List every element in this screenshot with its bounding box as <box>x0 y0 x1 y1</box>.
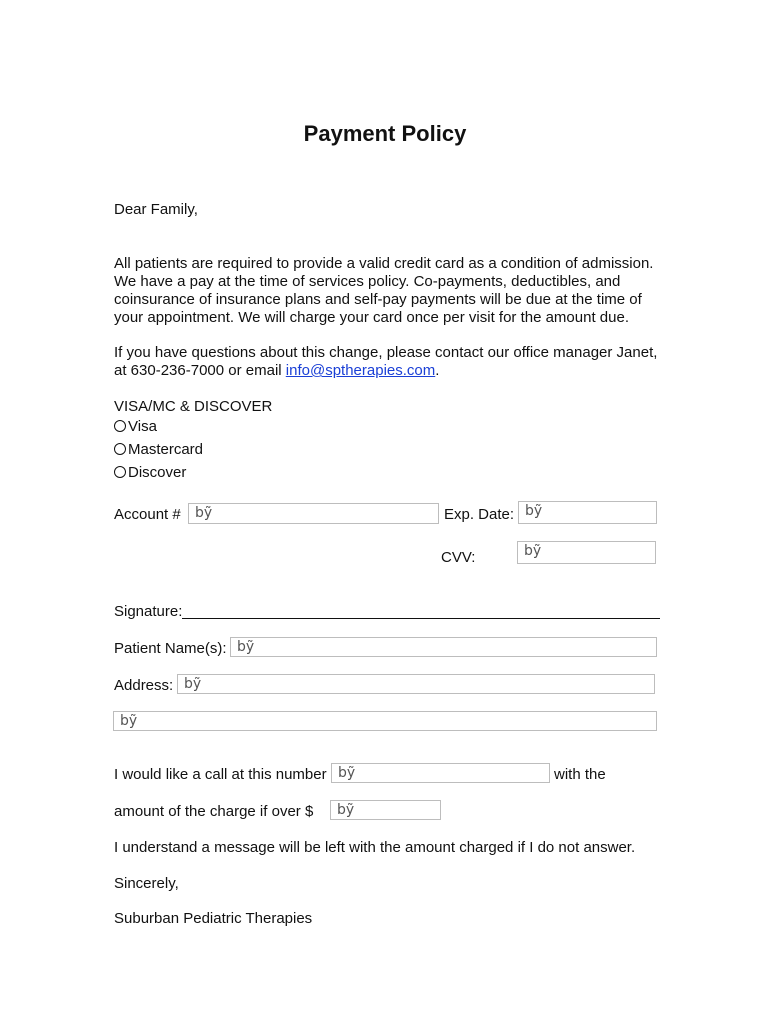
address-line2-field[interactable]: bỹ <box>113 711 657 731</box>
policy-paragraph: All patients are required to provide a valid credit card as a condition of admission. We have a pay at the time of services policy. Co-payments, deductibles, and coinsurance of insurance plans and self-pay payments will be due at the time of your appointment. We will charge your card once per visit for the amount due. <box>114 255 654 326</box>
signature-line[interactable] <box>182 618 660 619</box>
cards-heading: VISA/MC & DISCOVER <box>114 398 273 415</box>
exp-date-field[interactable]: bỹ <box>518 501 657 524</box>
radio-label: Mastercard <box>128 440 204 458</box>
sincerely: Sincerely, <box>114 875 179 892</box>
contact-text: If you have questions about this change, please contact our office manager Janet, at 630-236-7000 or email <box>114 344 658 379</box>
address-field[interactable]: bỹ <box>177 674 655 694</box>
radio-circle-icon[interactable] <box>114 466 126 478</box>
cvv-field[interactable]: bỹ <box>517 541 656 564</box>
signature-label: Signature: <box>114 603 183 620</box>
email-link[interactable]: info@sptherapies.com <box>285 362 436 379</box>
contact-paragraph <box>114 344 674 380</box>
exp-date-label: Exp. Date: <box>444 506 515 523</box>
call-number-field[interactable]: bỹ <box>331 763 550 783</box>
radio-circle-icon[interactable] <box>114 420 126 432</box>
account-number-field[interactable]: bỹ <box>188 503 439 524</box>
contact-text-end: . <box>435 362 440 379</box>
organization-name: Suburban Pediatric Therapies <box>114 910 313 927</box>
amount-field[interactable]: bỹ <box>330 800 441 820</box>
address-label: Address: <box>114 677 174 694</box>
radio-label: Visa <box>128 417 157 435</box>
amount-label: amount of the charge if over $ <box>114 803 314 820</box>
greeting: Dear Family, <box>114 201 198 218</box>
page-title: Payment Policy <box>303 121 467 146</box>
cvv-label: CVV: <box>441 549 476 566</box>
patient-name-label: Patient Name(s): <box>114 640 227 657</box>
radio-circle-icon[interactable] <box>114 443 126 455</box>
message-notice: I understand a message will be left with the amount charged if I do not answer. <box>114 839 636 856</box>
account-label: Account # <box>114 506 181 523</box>
radio-mastercard[interactable] <box>114 440 203 458</box>
radio-discover[interactable] <box>114 463 186 481</box>
radio-label: Discover <box>128 463 187 481</box>
call-suffix: with the <box>554 766 606 783</box>
call-label: I would like a call at this number <box>114 766 327 783</box>
radio-visa[interactable] <box>114 417 157 435</box>
patient-name-field[interactable]: bỹ <box>230 637 657 657</box>
